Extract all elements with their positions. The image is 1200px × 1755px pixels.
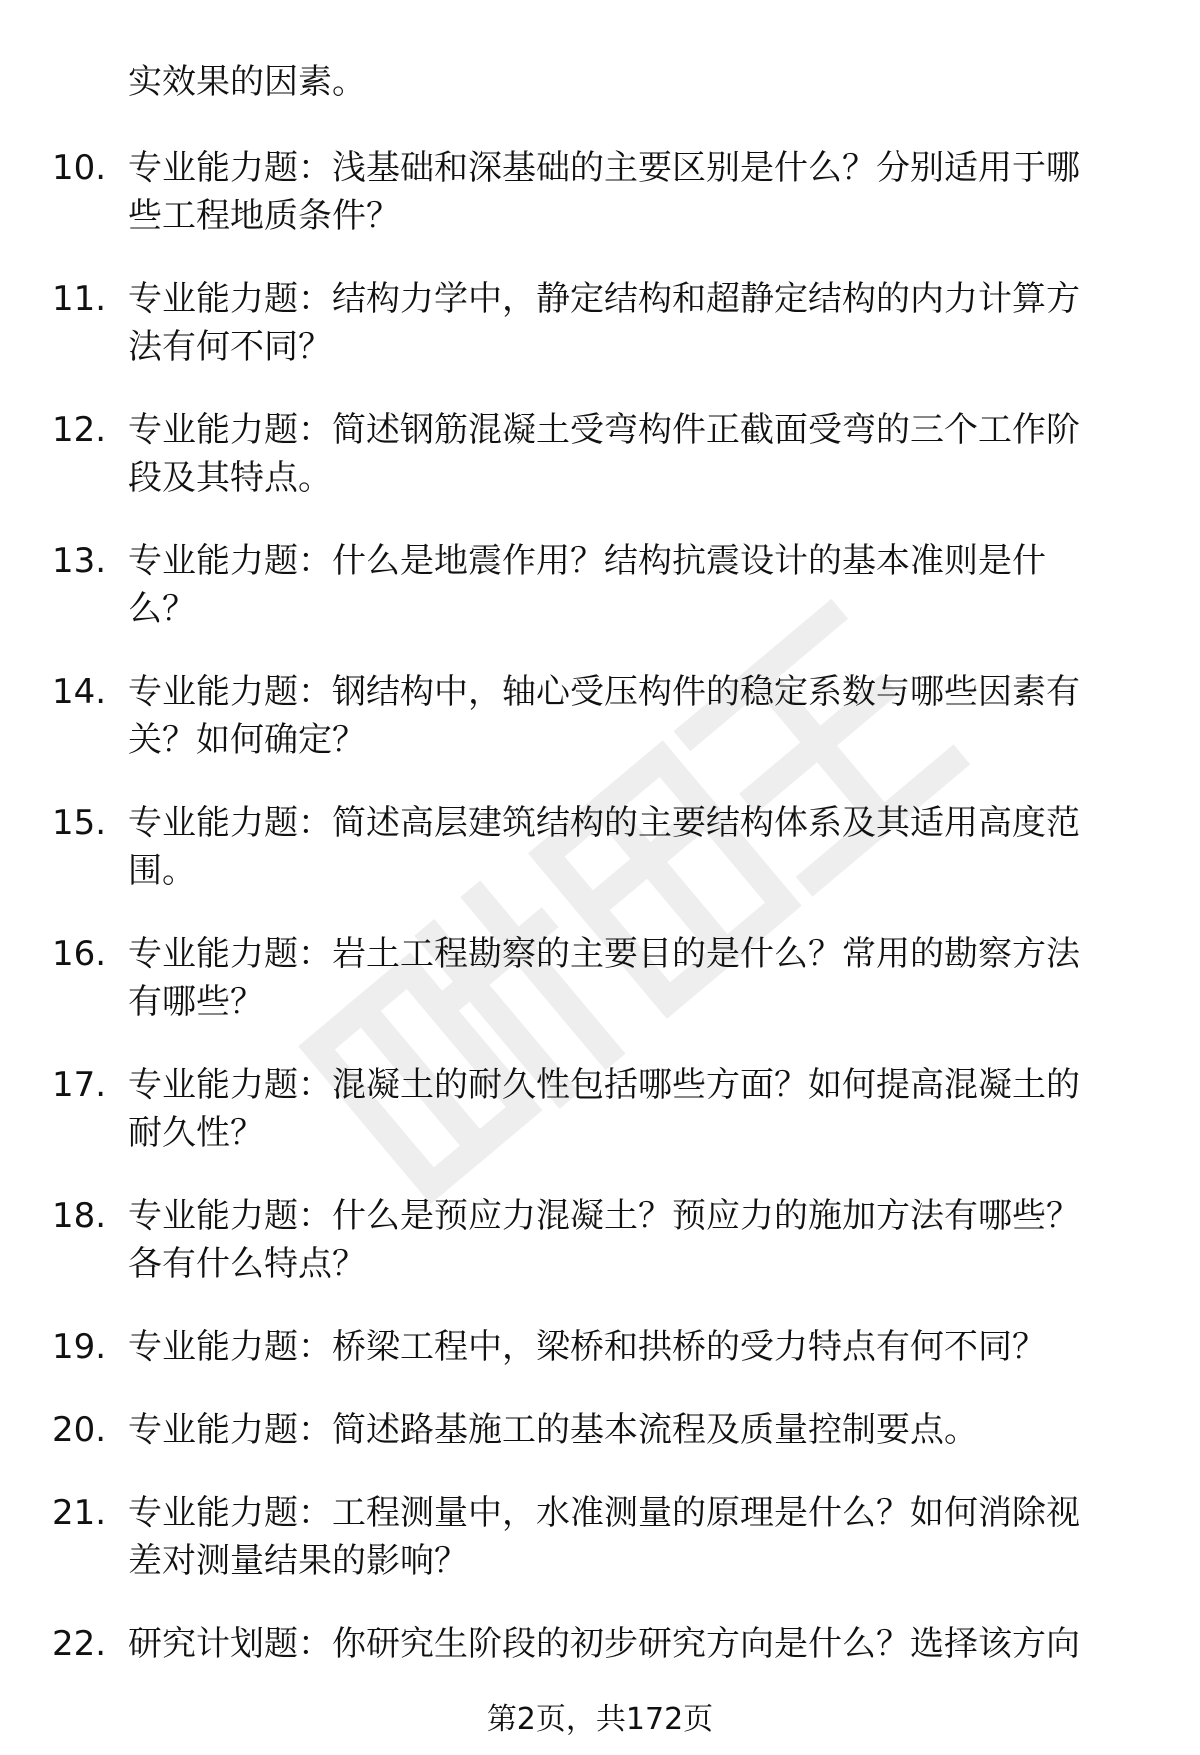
question-line: 差对测量结果的影响？	[128, 1541, 468, 1581]
question-text	[128, 1620, 1158, 1668]
question-line: 段及其特点。	[128, 458, 332, 498]
question-text	[128, 668, 1158, 764]
question-line: 专业能力题：浅基础和深基础的主要区别是什么？分别适用于哪	[128, 148, 1080, 188]
question-line: 法有何不同？	[128, 327, 332, 367]
question-text	[128, 406, 1158, 502]
list-item	[0, 799, 1200, 930]
question-number: 10.	[52, 148, 107, 188]
question-text	[128, 144, 1158, 240]
question-line: 专业能力题：桥梁工程中，梁桥和拱桥的受力特点有何不同？	[128, 1327, 1046, 1367]
continuation-text: 实效果的因素。	[128, 62, 366, 102]
question-line: 些工程地质条件？	[128, 196, 400, 236]
question-line: 耐久性？	[128, 1113, 264, 1153]
question-line: 专业能力题：钢结构中，轴心受压构件的稳定系数与哪些因素有	[128, 672, 1080, 712]
question-number: 18.	[52, 1196, 107, 1236]
question-line: 研究计划题：你研究生阶段的初步研究方向是什么？选择该方向	[128, 1624, 1080, 1664]
question-text	[128, 275, 1158, 371]
list-item	[0, 1192, 1200, 1323]
question-number: 19.	[52, 1327, 107, 1367]
question-line: 围。	[128, 851, 196, 891]
list-item	[0, 144, 1200, 275]
question-line: 专业能力题：混凝土的耐久性包括哪些方面？如何提高混凝土的	[128, 1065, 1080, 1105]
list-item	[0, 406, 1200, 537]
list-item	[0, 1061, 1200, 1192]
question-number: 22.	[52, 1624, 107, 1664]
question-line: 专业能力题：简述路基施工的基本流程及质量控制要点。	[128, 1410, 978, 1450]
question-text	[128, 930, 1158, 1026]
question-text	[128, 1489, 1158, 1585]
question-line: 有哪些？	[128, 982, 264, 1022]
question-number: 21.	[52, 1493, 107, 1533]
list-item	[0, 537, 1200, 668]
question-number: 17.	[52, 1065, 107, 1105]
question-text	[128, 1323, 1158, 1371]
list-item	[0, 930, 1200, 1061]
question-line: 专业能力题：简述钢筋混凝土受弯构件正截面受弯的三个工作阶	[128, 410, 1080, 450]
question-text	[128, 1061, 1158, 1157]
question-number: 14.	[52, 672, 107, 712]
question-number: 13.	[52, 541, 107, 581]
question-number: 20.	[52, 1410, 107, 1450]
page-footer: 第2页，共172页	[486, 1702, 714, 1737]
question-line: 关？如何确定？	[128, 720, 366, 760]
list-item	[0, 1323, 1200, 1406]
question-number: 12.	[52, 410, 107, 450]
question-line: 专业能力题：简述高层建筑结构的主要结构体系及其适用高度范	[128, 803, 1080, 843]
question-line: 么？	[128, 589, 196, 629]
question-number: 15.	[52, 803, 107, 843]
question-text	[128, 799, 1158, 895]
question-number: 11.	[52, 279, 107, 319]
list-item	[0, 668, 1200, 799]
list-item	[0, 275, 1200, 406]
question-text	[128, 1192, 1158, 1288]
question-line: 各有什么特点？	[128, 1244, 366, 1284]
question-line: 专业能力题：什么是预应力混凝土？预应力的施加方法有哪些？	[128, 1196, 1080, 1236]
question-number: 16.	[52, 934, 107, 974]
list-item	[0, 1620, 1200, 1703]
question-list	[0, 144, 1200, 1703]
list-item	[0, 1406, 1200, 1489]
question-line: 专业能力题：结构力学中，静定结构和超静定结构的内力计算方	[128, 279, 1080, 319]
question-line: 专业能力题：什么是地震作用？结构抗震设计的基本准则是什	[128, 541, 1046, 581]
question-text	[128, 1406, 1158, 1454]
question-line: 专业能力题：工程测量中，水准测量的原理是什么？如何消除视	[128, 1493, 1080, 1533]
list-item	[0, 1489, 1200, 1620]
question-line: 专业能力题：岩土工程勘察的主要目的是什么？常用的勘察方法	[128, 934, 1080, 974]
question-text	[128, 537, 1158, 633]
